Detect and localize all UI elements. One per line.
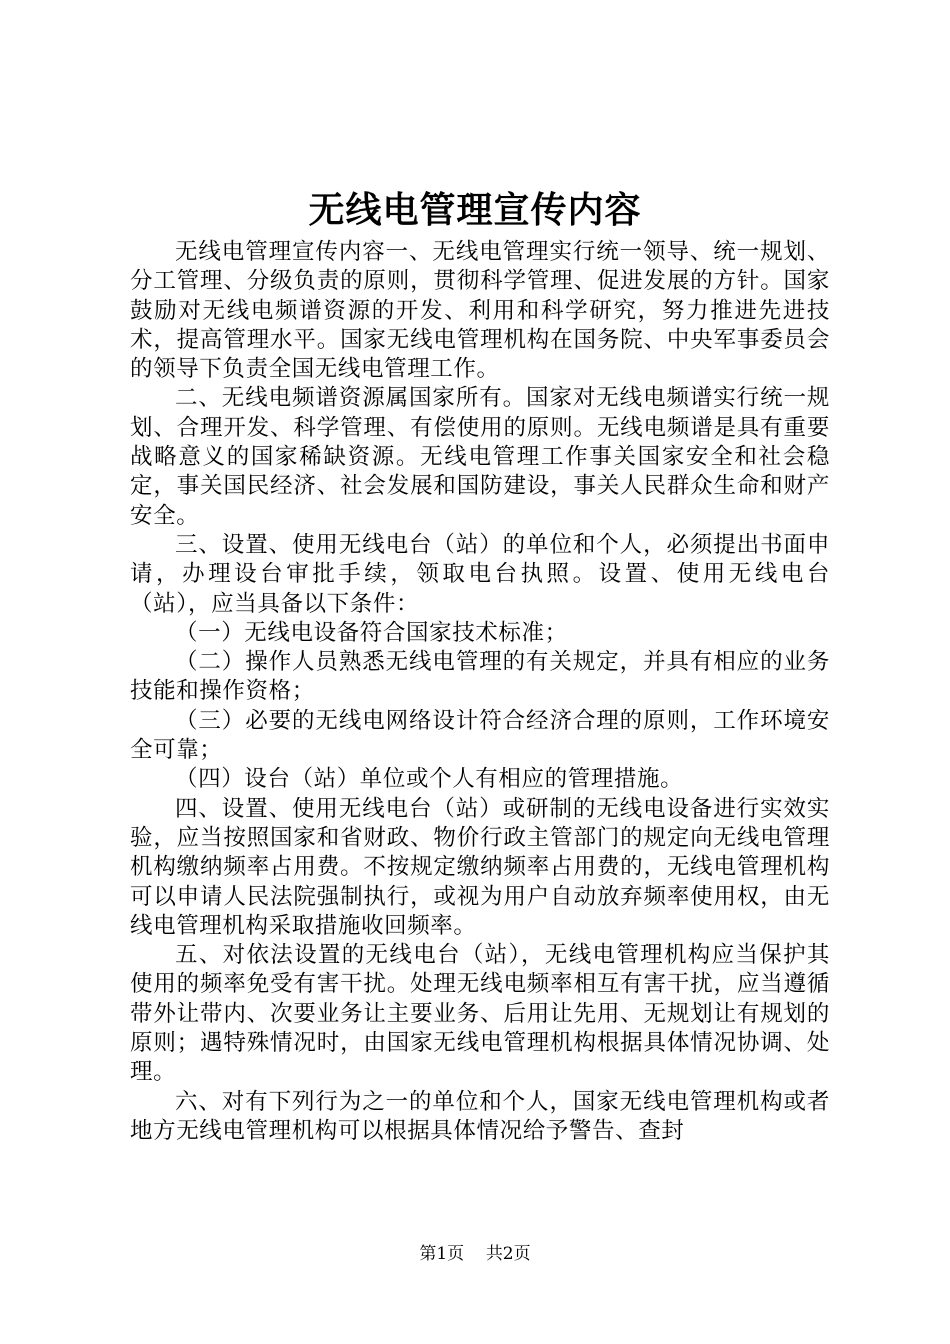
condition-item-2: （二）操作人员熟悉无线电管理的有关规定，并具有相应的业务技能和操作资格； bbox=[130, 649, 830, 705]
footer-spacer bbox=[470, 1244, 481, 1264]
paragraph-4: 四、设置、使用无线电台（站）或研制的无线电设备进行实效实验，应当按照国家和省财政、物价行政主管部门的规定向无线电管理机构缴纳频率占用费。不按规定缴纳频率占用费的，无线电管理机构可以申请人民法院强制执行，或视为用户自动放弃频率使用权，由无线电管理机构采取措施收回频率。 bbox=[130, 795, 830, 939]
page-number: 第1页 bbox=[419, 1244, 465, 1264]
condition-item-3: （三）必要的无线电网络设计符合经济合理的原则，工作环境安全可靠； bbox=[130, 707, 830, 764]
paragraph-1: 无线电管理宣传内容一、无线电管理实行统一领导、统一规划、分工管理、分级负责的原则，贯彻科学管理、促进发展的方针。国家鼓励对无线电频谱资源的开发、利用和科学研究，努力推进先进技术，提高管理水平。国家无线电管理机构在国务院、中央军事委员会的领导下负责全国无线电管理工作。 bbox=[130, 239, 830, 383]
page-footer bbox=[0, 1242, 950, 1266]
document-body bbox=[130, 238, 830, 1146]
condition-item-1: （一）无线电设备符合国家技术标准； bbox=[175, 619, 568, 646]
paragraph-6: 六、对有下列行为之一的单位和个人，国家无线电管理机构或者地方无线电管理机构可以根据具体情况给予警告、查封 bbox=[130, 1088, 830, 1144]
paragraph-2: 二、无线电频谱资源属国家所有。国家对无线电频谱实行统一规划、合理开发、科学管理、有偿使用的原则。无线电频谱是具有重要战略意义的国家稀缺资源。无线电管理工作事关国家安全和社会稳定，事关国民经济、社会发展和国防建设，事关人民群众生命和财产安全。 bbox=[130, 385, 830, 529]
paragraph-5: 五、对依法设置的无线电台（站），无线电管理机构应当保护其使用的频率免受有害干扰。处理无线电频率相互有害干扰，应当遵循带外让带内、次要业务让主要业务、后用让先用、无规划让有规划的原则；遇特殊情况时，由国家无线电管理机构根据具体情况协调、处理。 bbox=[130, 942, 830, 1086]
paragraph-3: 三、设置、使用无线电台（站）的单位和个人，必须提出书面申请，办理设台审批手续，领取电台执照。设置、使用无线电台（站），应当具备以下条件： bbox=[130, 531, 830, 617]
condition-item-4: （四）设台（站）单位或个人有相应的管理措施。 bbox=[175, 766, 684, 793]
page-total: 共2页 bbox=[485, 1244, 531, 1264]
document-title: 无线电管理宣传内容 bbox=[308, 189, 642, 231]
